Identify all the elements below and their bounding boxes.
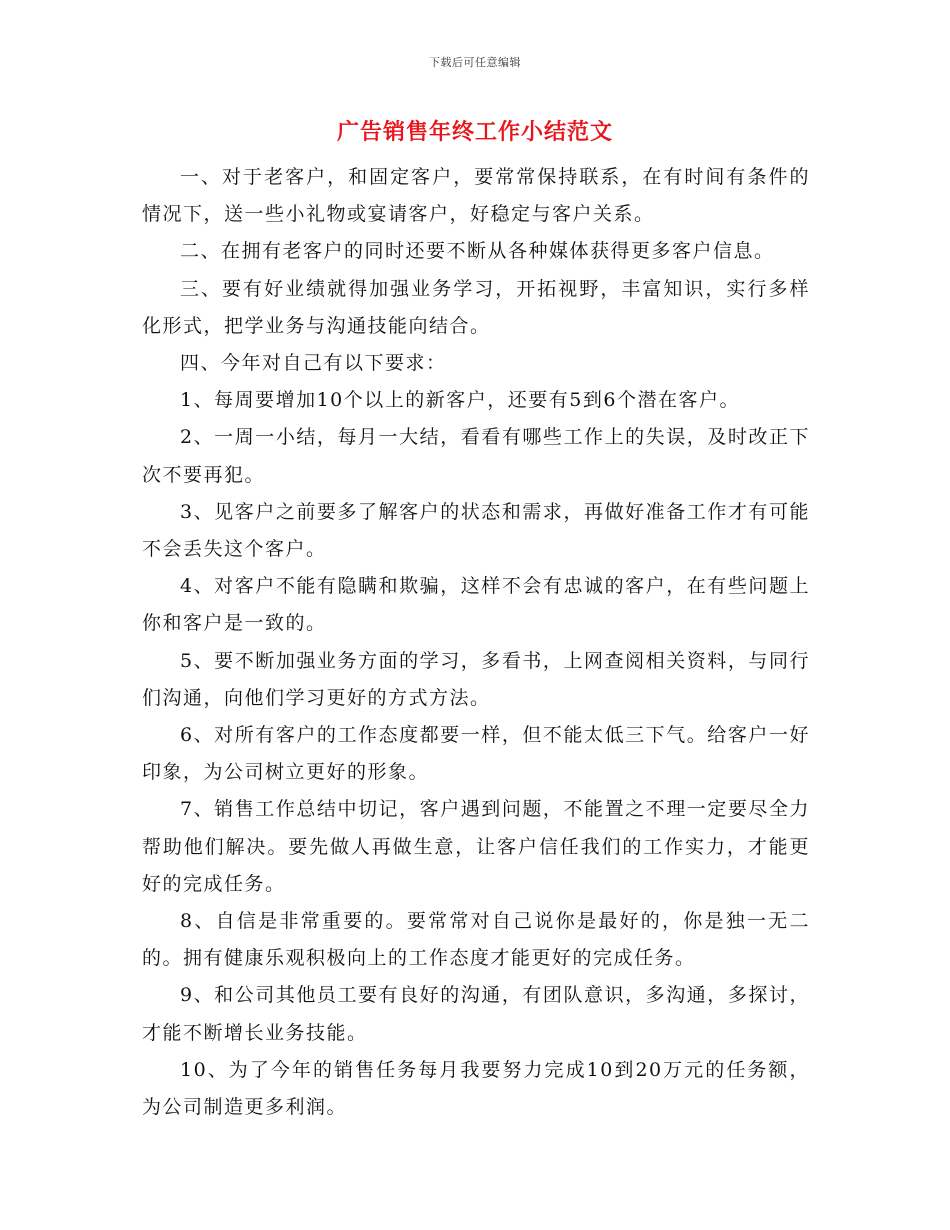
list-item-3: 3、见客户之前要多了解客户的状态和需求，再做好准备工作才有可能不会丢失这个客户。 xyxy=(142,500,810,561)
list-item-2: 2、一周一小结，每月一大结，看看有哪些工作上的失误，及时改正下次不要再犯。 xyxy=(142,426,810,486)
list-item-5: 5、要不断加强业务方面的学习，多看书，上网查阅相关资料，与同行们沟通，向他们学习更好的方式方法。 xyxy=(142,649,810,709)
document-body xyxy=(142,159,810,1126)
list-item-4: 4、对客户不能有隐瞒和欺骗，这样不会有忠诚的客户，在有些问题上你和客户是一致的。 xyxy=(142,575,810,635)
list-item-6: 6、对所有客户的工作态度都要一样，但不能太低三下气。给客户一好印象，为公司树立更好的形象。 xyxy=(142,724,810,784)
paragraph-3: 三、要有好业绩就得加强业务学习，开拓视野，丰富知识，实行多样化形式，把学业务与沟通技能向结合。 xyxy=(142,277,810,337)
document-title: 广告销售年终工作小结范文 xyxy=(336,119,613,145)
list-item-1: 1、每周要增加10个以上的新客户，还要有5到6个潜在客户。 xyxy=(180,389,740,412)
paragraph-2: 二、在拥有老客户的同时还要不断从各种媒体获得更多客户信息。 xyxy=(180,240,775,263)
header-note: 下载后可任意编辑 xyxy=(429,56,521,69)
list-item-7: 7、销售工作总结中切记，客户遇到问题，不能置之不理一定要尽全力帮助他们解决。要先做人再做生意，让客户信任我们的工作实力，才能更好的完成任务。 xyxy=(142,798,810,895)
list-item-9: 9、和公司其他员工要有良好的沟通，有团队意识，多沟通，多探讨，才能不断增长业务技能。 xyxy=(142,984,810,1044)
list-item-8: 8、自信是非常重要的。要常常对自己说你是最好的，你是独一无二的。拥有健康乐观积极向上的工作态度才能更好的完成任务。 xyxy=(142,910,810,970)
list-item-10: 10、为了今年的销售任务每月我要努力完成10到20万元的任务额，为公司制造更多利润。 xyxy=(142,1058,810,1119)
paragraph-4: 四、今年对自己有以下要求： xyxy=(180,352,447,375)
paragraph-1: 一、对于老客户，和固定客户，要常常保持联系，在有时间有条件的情况下，送一些小礼物或宴请客户，好稳定与客户关系。 xyxy=(142,166,810,226)
